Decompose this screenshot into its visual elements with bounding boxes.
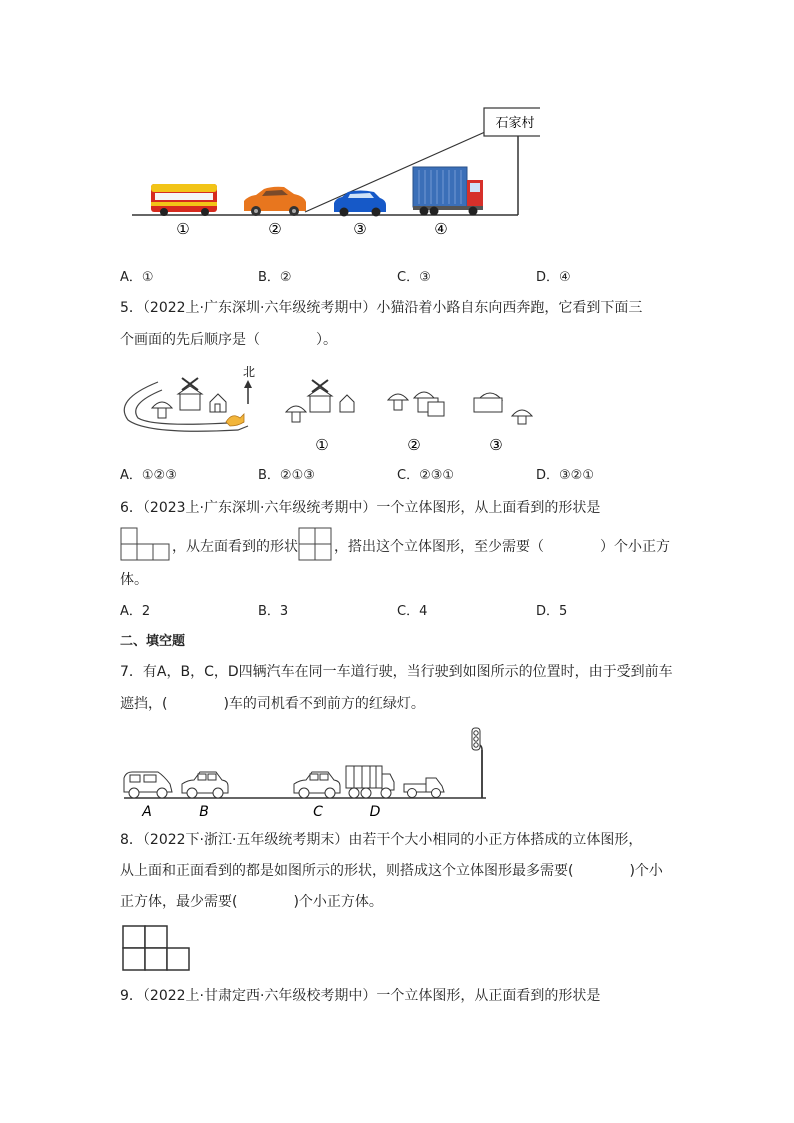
q4-option-b[interactable]: B．② xyxy=(258,270,292,285)
q5-option-b[interactable]: B．②①③ xyxy=(258,468,315,483)
bus-icon xyxy=(151,184,217,216)
pickup-icon xyxy=(404,778,444,798)
q4-figure xyxy=(120,100,540,240)
village-label: 石家村 xyxy=(495,116,535,131)
q7-label-c: C xyxy=(313,804,323,820)
cat-icon xyxy=(226,414,244,426)
q4-marker-2: ② xyxy=(268,220,282,238)
q5-option-a[interactable]: A．①②③ xyxy=(120,468,177,483)
q6-left-view-figure xyxy=(298,526,334,562)
q6-option-a[interactable]: A．2 xyxy=(120,604,151,619)
q4-marker-1: ① xyxy=(176,220,190,238)
small-house-icon xyxy=(210,394,226,412)
scene-3-icon xyxy=(474,393,532,424)
orange-car-icon xyxy=(244,187,306,216)
q4-marker-4: ④ xyxy=(434,220,448,238)
traffic-light-icon xyxy=(472,728,482,798)
q4-option-d[interactable]: D．④ xyxy=(536,270,571,285)
q5-marker-1: ① xyxy=(315,436,329,454)
north-label: 北 xyxy=(242,365,256,379)
q6-top-view-figure xyxy=(120,526,172,562)
q5-marker-3: ③ xyxy=(489,436,503,454)
q6-text-line1: 6．（2023上·广东深圳·六年级统考期中）一个立体图形，从上面看到的形状是 xyxy=(120,500,601,516)
mushroom-icon xyxy=(152,402,172,418)
q7-label-b: B xyxy=(199,804,209,820)
q7-figure xyxy=(118,726,498,822)
q8-text-line2: 从上面和正面看到的都是如图所示的形状，则搭成这个立体图形最多需要( )个小 xyxy=(120,863,663,879)
q5-option-c[interactable]: C．②③① xyxy=(397,468,455,483)
q6-text-line3: 体。 xyxy=(120,572,148,588)
q8-figure xyxy=(122,924,192,974)
q4-marker-3: ③ xyxy=(353,220,367,238)
blue-car-icon xyxy=(334,191,386,217)
q4-option-a[interactable]: A．① xyxy=(120,270,154,285)
q8-text-line3: 正方体，最少需要( )个小正方体。 xyxy=(120,894,383,910)
truck-d-icon xyxy=(346,766,394,798)
q7-label-d: D xyxy=(369,804,381,820)
q7-text-line1: 7．有A，B，C，D四辆汽车在同一车道行驶，当行驶到如图所示的位置时，由于受到前车 xyxy=(120,664,673,680)
q4-option-c[interactable]: C．③ xyxy=(397,270,431,285)
truck-icon xyxy=(413,167,483,216)
q7-text-line2: 遮挡，( )车的司机看不到前方的红绿灯。 xyxy=(120,696,425,712)
q6-option-d[interactable]: D．5 xyxy=(536,604,568,619)
q9-text-line1: 9．（2022上·甘肃定西·六年级校考期中）一个立体图形，从正面看到的形状是 xyxy=(120,988,601,1004)
q5-marker-2: ② xyxy=(407,436,421,454)
scene-1-icon xyxy=(286,380,354,422)
scene-2-icon xyxy=(388,392,444,416)
q5-text-line1: 5．（2022上·广东深圳·六年级统考期中）小猫沿着小路自东向西奔跑，它看到下面三 xyxy=(120,300,643,316)
section-title-fill-blank: 二、填空题 xyxy=(120,634,186,649)
q6-text-line2a: ，从左面看到的形状 xyxy=(172,539,298,555)
q6-option-c[interactable]: C．4 xyxy=(397,604,428,619)
car-c-icon xyxy=(294,772,340,798)
windmill-icon xyxy=(178,378,202,410)
q6-text-line2b: ，搭出这个立体图形，至少需要（ ）个小正方 xyxy=(334,539,670,555)
car-b-icon xyxy=(182,772,228,798)
q8-text-line1: 8．（2022下·浙江·五年级统考期末）由若干个大小相同的小正方体搭成的立体图形， xyxy=(120,832,643,848)
van-a-icon xyxy=(124,772,172,798)
q5-option-d[interactable]: D．③②① xyxy=(536,468,594,483)
q5-text-line2: 个画面的先后顺序是（ ）。 xyxy=(120,332,337,348)
q7-label-a: A xyxy=(142,804,152,820)
q6-option-b[interactable]: B．3 xyxy=(258,604,289,619)
q5-figure xyxy=(118,360,538,460)
